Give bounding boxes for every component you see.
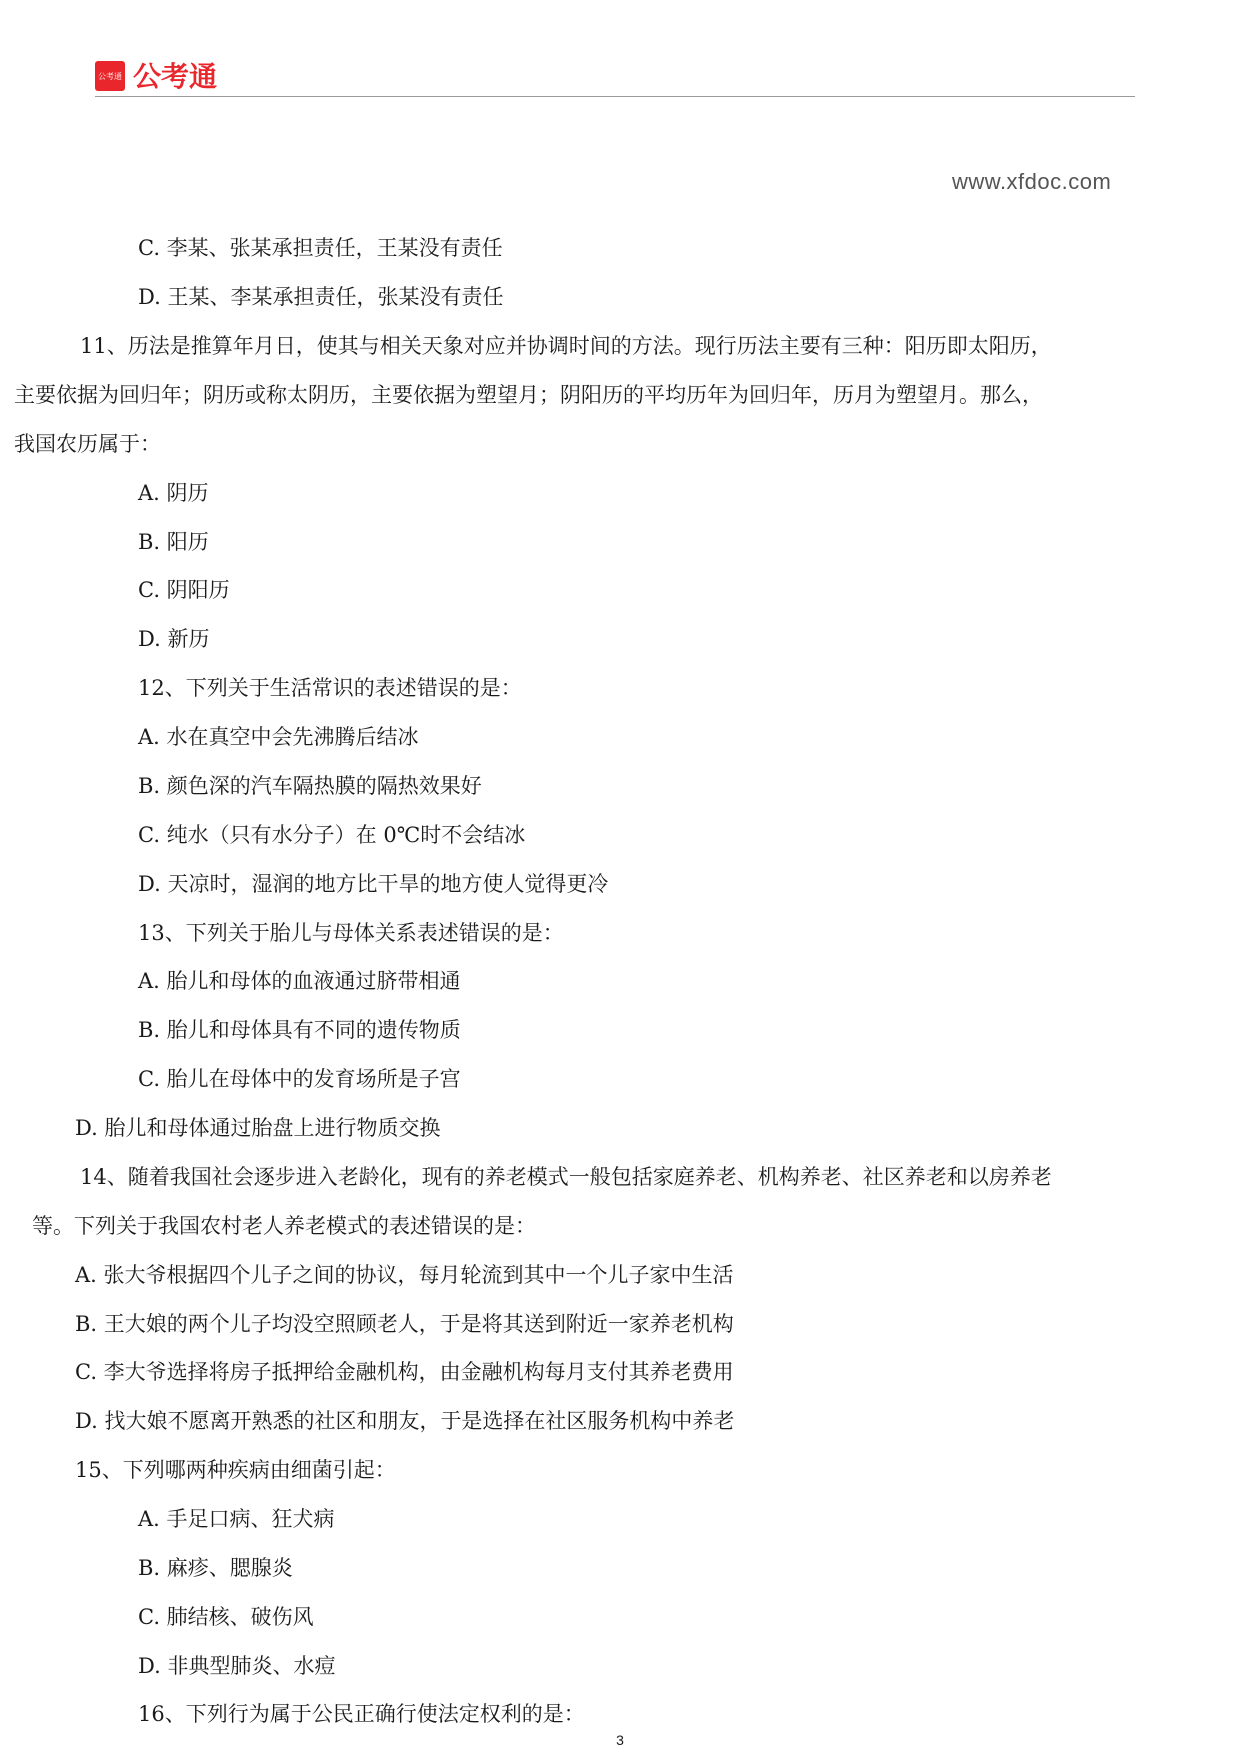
question-line: 主要依据为回归年；阴历或称太阴历，主要依据为塑望月；阴阳历的平均历年为回归年，历月为塑望月。那么， xyxy=(14,383,1043,407)
option-line: C. 肺结核、破伤风 xyxy=(138,1605,314,1629)
option-line: C. 李某、张某承担责任，王某没有责任 xyxy=(138,236,503,260)
option-line: C. 阴阳历 xyxy=(138,578,230,602)
page-number: 3 xyxy=(616,1732,624,1748)
option-line: D. 找大娘不愿离开熟悉的社区和朋友，于是选择在社区服务机构中养老 xyxy=(75,1409,735,1433)
option-line: C. 胎儿在母体中的发育场所是子宫 xyxy=(138,1067,461,1091)
question-line: 12、下列关于生活常识的表述错误的是： xyxy=(138,676,522,700)
option-line: B. 麻疹、腮腺炎 xyxy=(138,1556,293,1580)
page-header xyxy=(95,58,1135,98)
option-line: D. 天凉时，湿润的地方比干旱的地方使人觉得更冷 xyxy=(138,872,609,896)
option-line: B. 王大娘的两个儿子均没空照顾老人，于是将其送到附近一家养老机构 xyxy=(75,1312,734,1336)
logo-icon xyxy=(95,61,125,91)
option-line: B. 阳历 xyxy=(138,530,209,554)
question-line: 等。下列关于我国农村老人养老模式的表述错误的是： xyxy=(32,1214,536,1238)
question-line: 16、下列行为属于公民正确行使法定权利的是： xyxy=(138,1702,585,1726)
site-url: www.xfdoc.com xyxy=(952,169,1112,194)
option-line: A. 水在真空中会先沸腾后结冰 xyxy=(138,725,419,749)
header-divider xyxy=(95,96,1135,97)
option-line: A. 张大爷根据四个儿子之间的协议，每月轮流到其中一个儿子家中生活 xyxy=(75,1263,734,1287)
logo-text: 公考通 xyxy=(133,60,218,93)
option-line: B. 颜色深的汽车隔热膜的隔热效果好 xyxy=(138,774,482,798)
question-line: 14、随着我国社会逐步进入老龄化，现有的养老模式一般包括家庭养老、机构养老、社区养老和以房养老 xyxy=(80,1165,1052,1189)
logo-icon-text: 公考通 xyxy=(98,71,122,81)
option-line: A. 手足口病、狂犬病 xyxy=(138,1507,335,1531)
question-line: 13、下列关于胎儿与母体关系表述错误的是： xyxy=(138,921,564,945)
option-line: A. 胎儿和母体的血液通过脐带相通 xyxy=(138,969,461,993)
option-line: C. 纯水（只有水分子）在 0℃时不会结冰 xyxy=(138,823,526,847)
option-line: D. 非典型肺炎、水痘 xyxy=(138,1654,336,1678)
option-line: A. 阴历 xyxy=(138,481,209,505)
option-line: D. 新历 xyxy=(138,627,210,651)
option-line: D. 王某、李某承担责任，张某没有责任 xyxy=(138,285,504,309)
option-line: C. 李大爷选择将房子抵押给金融机构，由金融机构每月支付其养老费用 xyxy=(75,1360,734,1384)
option-line: D. 胎儿和母体通过胎盘上进行物质交换 xyxy=(75,1116,441,1140)
question-line: 11、历法是推算年月日，使其与相关天象对应并协调时间的方法。现行历法主要有三种：阳历即太阳历， xyxy=(80,334,1052,358)
question-line: 我国农历属于： xyxy=(14,432,161,456)
question-line: 15、下列哪两种疾病由细菌引起： xyxy=(75,1458,396,1482)
option-line: B. 胎儿和母体具有不同的遗传物质 xyxy=(138,1018,461,1042)
